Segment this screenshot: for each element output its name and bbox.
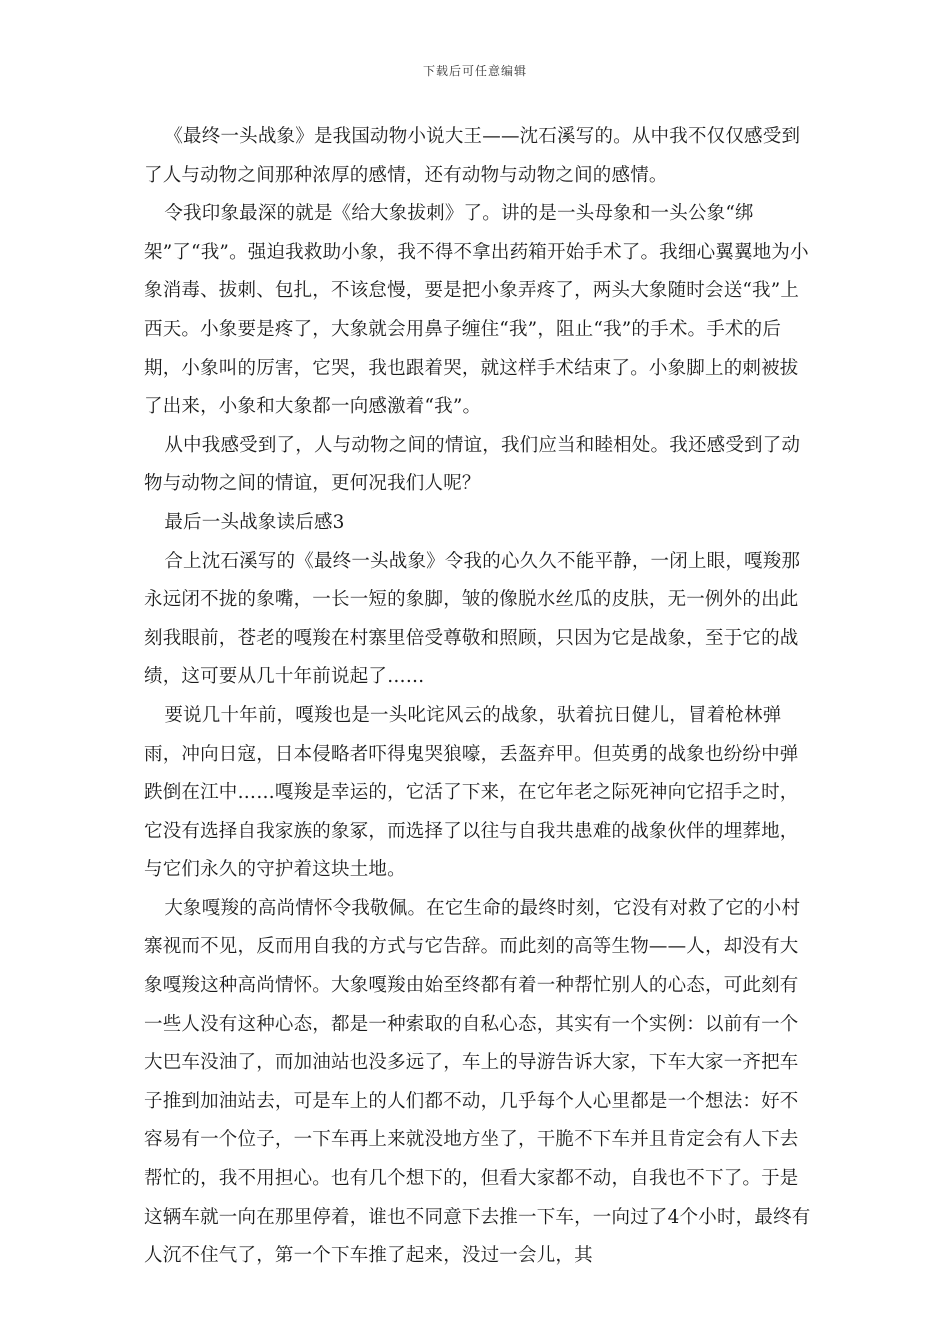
paragraph-gasuo-intro: 合上沈石溪写的《最终一头战象》令我的心久久不能平静，一闭上眼，嘎羧那永远闭不拢的象嘴，一长一短的象脚，皱的像脱水丝瓜的皮肤，无一例外的出此刻我眼前，苍老的嘎羧在村寨里倍受尊敬和照顾，只因为它是战象，至于它的战绩，这可要从几十年前说起了……	[144, 550, 801, 688]
paragraph-noble-spirit: 大象嘎羧的高尚情怀令我敬佩。在它生命的最终时刻，它没有对救了它的小村寨视而不见，反而用自我的方式与它告辞。而此刻的高等生物——人，却没有大象嘎羧这种高尚情怀。大象嘎羧由始至终都有着一种帮忙别人的心态，可此刻有一些人没有这种心态，都是一种索取的自私心态，其实有一个实例：以前有一个大巴车没油了，而加油站也没多远了，车上的导游告诉大家，下车大家一齐把车子推到加油站去，可是车上的人们都不动，几乎每个人心里都是一个想法：好不容易有一个位子，一下车再上来就没地方坐了，干脆不下车并且肯定会有人下去帮忙的，我不用担心。也有几个想下的，但看大家都不动，自我也不下了。于是这辆车就一向在那里停着，谁也不同意下去推一下车，一向过了4个小时，最终有人沉不住气了，第一个下车推了起来，没过一会儿，其	[144, 897, 811, 1267]
paragraph-war-history: 要说几十年前，嘎羧也是一头叱诧风云的战象，驮着抗日健儿，冒着枪林弹雨，冲向日寇，日本侵略者吓得鬼哭狼嚎，丢盔弃甲。但英勇的战象也纷纷中弹跌倒在江中……嘎羧是幸运的，它活了下来，在它年老之际死神向它招手之时，它没有选择自我家族的象冢，而选择了以往与自我共患难的战象伙伴的埋葬地，与它们永久的守护着这块土地。	[144, 704, 799, 881]
paragraph-thorn-story: 令我印象最深的就是《给大象拔刺》了。讲的是一头母象和一头公象“绑架”了“我”。强迫我救助小象，我不得不拿出药箱开始手术了。我细心翼翼地为小象消毒、拔刺、包扎，不该怠慢，要是把小象弄疼了，两头大象随时会送“我”上西天。小象要是疼了，大象就会用鼻子缠住“我”，阻止“我”的手术。手术的后期，小象叫的厉害，它哭，我也跟着哭，就这样手术结束了。小象脚上的刺被拔了出来，小象和大象都一向感激着“我”。	[144, 203, 809, 418]
section-heading: 最后一头战象读后感3	[164, 511, 345, 533]
paragraph-intro: 《最终一头战象》是我国动物小说大王——沈石溪写的。从中我不仅仅感受到了人与动物之间那种浓厚的感情，还有动物与动物之间的感情。	[144, 126, 801, 186]
paragraph-reflection: 从中我感受到了，人与动物之间的情谊，我们应当和睦相处。我还感受到了动物与动物之间的情谊，更何况我们人呢？	[144, 434, 801, 495]
page-header: 下载后可任意编辑	[422, 64, 527, 78]
document-body	[144, 118, 814, 1276]
